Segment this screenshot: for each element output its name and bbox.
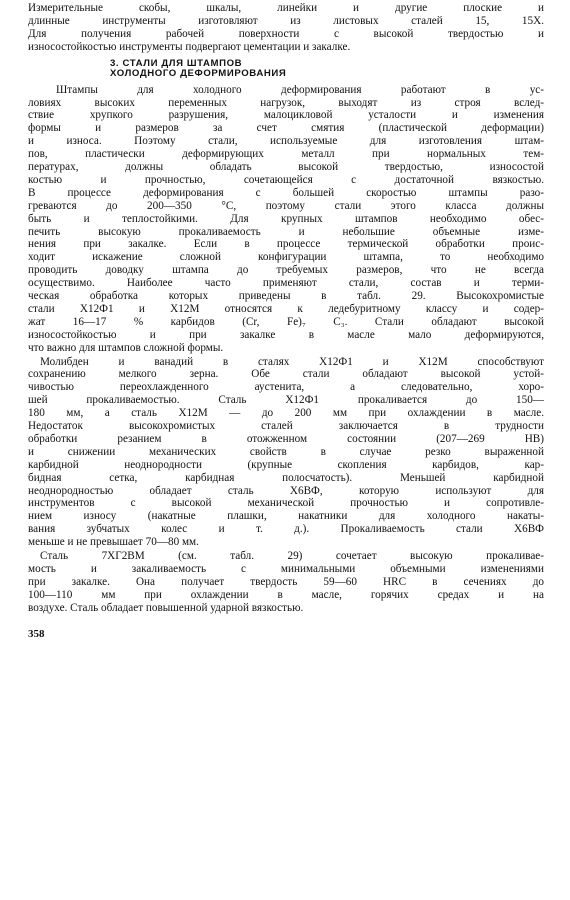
section-heading: 3. СТАЛИ ДЛЯ ШТАМПОВ [110,57,243,69]
text-line: проводить доводку штампа до требуемых размеров, что не всегда [28,264,544,277]
text-line: износостойкостью и при закалке в масле мало деформируются, [28,328,544,341]
text-line: и износа. Поэтому стали, используемые для изготовления штам- [28,135,544,148]
text-line: Недостаток высокохромистых сталей заключается в трудности [28,420,544,432]
section-heading: ХОЛОДНОГО ДЕФОРМИРОВАНИЯ [110,67,287,79]
text-line: ловиях высоких переменных нагрузок, выходят из строя вслед- [28,96,544,109]
text-line: чивостью переохлажденного аустенита, а следовательно, хоро- [28,381,544,394]
text-line: 100—110 мм при охлаждении в масле, горячих средах и на [28,588,544,601]
text-line: и снижении механических свойств в случае резко выраженной [28,445,544,458]
text-line: печить высокую прокаливаемость и небольшие объемные изме- [28,225,544,238]
text-line: ствие хрупкого разрушения, малоцикловой усталости и изменения [28,109,544,122]
text-line: греваются до 200—350 °С, поэтому стали этого класса должны [28,199,544,212]
text-line: длинные инструменты изготовляют из листовых сталей 15, 15Х. [28,14,544,27]
text-line: что важно для штампов сложной формы. [28,341,224,354]
text-line: В процессе деформирования с большей скоростью штампы разо- [28,186,544,199]
page-number: 358 [28,627,45,640]
text-line: при закалке. Она получает твердость 59—60 HRC в сечениях до [28,575,544,588]
text-line: вания зубчатых колес и т. д.). Прокаливаемость стали Х6ВФ [28,523,544,536]
text-line: бидная сетка, карбидная полосчатость). Меньшей карбидной [28,471,544,484]
text-line: пературах, должны обладать высокой твердостью, износостой [28,161,544,173]
text-line: Молибден и ванадий в сталях Х12Ф1 и Х12М способствуют [40,355,544,368]
text-line: пов, пластически деформирующих металл при нормальных тем- [28,148,544,161]
text-line: стали Х12Ф1 и Х12М относятся к ледебуритному классу и содер- [28,302,544,315]
text-line: износостойкостью инструменты подвергают цементации и закалке. [28,40,351,53]
text-line: обработки резанием в отожженном состоянии (207—269 НВ) [28,432,544,445]
text-line: 180 мм, а сталь Х12М — до 200 мм при охлаждении в масле. [28,407,544,420]
text-line: мость и закаливаемость с минимальными объемными изменениями [28,562,544,575]
text-line: Сталь 7ХГ2ВМ (см. табл. 29) сочетает высокую прокаливае- [40,550,544,562]
text-line: Для получения рабочей поверхности с высокой твердостью и [28,27,544,40]
text-line: Измерительные скобы, шкалы, линейки и другие плоские и [28,2,544,14]
text-line: воздухе. Сталь обладает повышенной ударной вязкостью. [28,601,304,614]
text-line: карбидной неоднородности (крупные скопления карбидов, кар- [28,458,544,471]
text-line: меньше и не превышает 70—80 мм. [28,536,199,549]
text-line: сохранению мелкого зерна. Обе стали обладают высокой устой- [28,368,544,381]
text-line: ходит искажение сложной конфигурации штампа, то необходимо [28,251,544,264]
text-line: формы и размеров за счет смятия (пластической деформации) [28,122,544,135]
text-line: нием износу (накатные плашки, накатники для холодного накаты- [28,510,544,523]
text-line: неоднородностью обладает сталь Х6ВФ, которую используют для [28,484,544,497]
text-line: ческая обработка которых приведены в табл. 29. Высокохромистые [28,290,544,302]
text-line: Штампы для холодного деформирования работают в ус- [56,83,544,96]
text-line: осуществимо. Наиболее часто применяют стали, состав и терми- [28,277,544,290]
text-line: быть и теплостойкими. Для крупных штампов необходимо обес- [28,212,544,225]
text-line: шей прокаливаемостью. Сталь Х12Ф1 прокаливается до 150— [28,394,544,407]
text-line: инструментов с высокой механической прочностью и сопротивле- [28,497,544,510]
text-line: костью и прочностью, сочетающейся с достаточной вязкостью. [28,173,544,186]
text-line: жат 16—17 % карбидов (Cr, Fe)₇ С₃. Стали обладают высокой [28,315,544,328]
text-line: нения при закалке. Если в процессе термической обработки проис- [28,238,544,251]
